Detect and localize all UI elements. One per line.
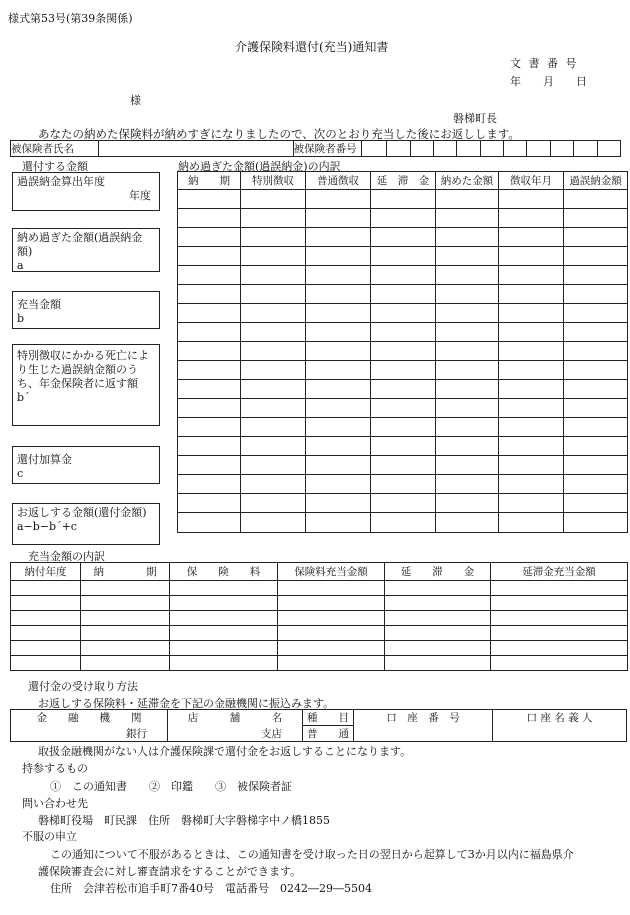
table-cell[interactable] <box>241 399 306 418</box>
table-cell[interactable] <box>178 247 241 266</box>
insured-number-digit[interactable] <box>433 141 456 157</box>
table-cell[interactable] <box>564 494 628 513</box>
table-cell[interactable] <box>306 285 371 304</box>
table-cell[interactable] <box>178 475 241 494</box>
table-row <box>178 304 628 323</box>
table-cell[interactable] <box>371 475 436 494</box>
table-cell[interactable] <box>371 380 436 399</box>
table-cell[interactable] <box>564 228 628 247</box>
table-row <box>178 323 628 342</box>
table-header-row <box>11 563 628 581</box>
table-cell[interactable] <box>241 342 306 361</box>
column-header: 納めた金額 <box>436 172 499 190</box>
table-cell[interactable] <box>11 656 81 671</box>
table-cell[interactable] <box>11 641 81 656</box>
table-row <box>178 418 628 437</box>
refund-box-interest <box>12 446 160 484</box>
insured-number-digit[interactable] <box>527 141 550 157</box>
table-cell[interactable] <box>241 228 306 247</box>
bank-header: 金 融 機 関 <box>11 710 168 726</box>
table-cell[interactable] <box>81 581 170 596</box>
table-row <box>178 475 628 494</box>
table-cell[interactable] <box>178 494 241 513</box>
table-cell[interactable] <box>499 475 564 494</box>
table-cell[interactable] <box>306 418 371 437</box>
table-cell[interactable] <box>499 209 564 228</box>
bring-items: ① この通知書 ② 印鑑 ③ 被保険者証 <box>50 780 292 793</box>
table-cell[interactable] <box>436 342 499 361</box>
table-cell[interactable] <box>241 266 306 285</box>
contact-title: 問い合わせ先 <box>22 797 88 810</box>
table-cell[interactable] <box>278 596 385 611</box>
table-cell[interactable] <box>371 399 436 418</box>
table-cell[interactable] <box>499 304 564 323</box>
account-type-header: 種 目 <box>303 710 354 726</box>
refund-box-label: 過誤納金算出年度 <box>17 175 105 188</box>
table-cell[interactable] <box>170 611 278 626</box>
insured-number-digit[interactable] <box>410 141 433 157</box>
bank-table <box>10 709 627 742</box>
table-cell[interactable] <box>278 656 385 671</box>
table-cell[interactable] <box>491 611 628 626</box>
column-header: 納 期 <box>81 563 170 581</box>
refund-box-pension-return <box>12 344 160 426</box>
table-cell[interactable] <box>11 581 81 596</box>
table-cell[interactable] <box>499 380 564 399</box>
issuer-name: 磐梯町長 <box>453 112 497 125</box>
insured-number-label: 被保険者番号 <box>293 141 361 157</box>
table-cell[interactable] <box>436 418 499 437</box>
column-header: 保険料充当金額 <box>278 563 385 581</box>
table-cell[interactable] <box>436 399 499 418</box>
table-cell[interactable] <box>564 399 628 418</box>
table-cell[interactable] <box>491 626 628 641</box>
refund-box-label: 特別徴収にかかる死亡により生じた過誤納金額のうち、年金保険者に返す額 <box>17 349 149 390</box>
table-cell[interactable] <box>491 596 628 611</box>
table-cell[interactable] <box>371 323 436 342</box>
insured-number-digit[interactable] <box>597 141 621 157</box>
no-bank-note: 取扱金融機関がない人は介護保険課で還付金をお返しすることになります。 <box>38 745 412 758</box>
column-header: 延滞金充当金額 <box>491 563 628 581</box>
form-number: 様式第53号(第39条関係) <box>8 12 133 25</box>
table-row <box>178 361 628 380</box>
table-row <box>178 494 628 513</box>
table-cell[interactable] <box>564 209 628 228</box>
table-cell[interactable] <box>499 228 564 247</box>
table-cell[interactable] <box>436 475 499 494</box>
addressee-honorific: 様 <box>130 94 141 107</box>
table-row <box>178 380 628 399</box>
insured-name-field[interactable] <box>99 141 293 157</box>
table-cell[interactable] <box>385 611 491 626</box>
insured-number-digit[interactable] <box>457 141 480 157</box>
branch-header: 店 舗 名 <box>168 710 303 726</box>
column-header: 延 滞 金 <box>371 172 436 190</box>
table-row <box>178 190 628 209</box>
table-cell[interactable] <box>436 494 499 513</box>
table-row <box>178 456 628 475</box>
table-cell[interactable] <box>178 456 241 475</box>
table-cell[interactable] <box>178 190 241 209</box>
table-cell[interactable] <box>371 342 436 361</box>
table-cell[interactable] <box>499 323 564 342</box>
table-cell[interactable] <box>564 285 628 304</box>
table-row <box>11 596 628 611</box>
table-cell[interactable] <box>241 323 306 342</box>
table-cell[interactable] <box>499 456 564 475</box>
table-cell[interactable] <box>241 513 306 533</box>
table-cell[interactable] <box>564 190 628 209</box>
table-cell[interactable] <box>564 304 628 323</box>
table-cell[interactable] <box>170 641 278 656</box>
appeal-address: 住所 会津若松市追手町7番40号 電話番号 0242―29―5504 <box>50 882 372 895</box>
table-cell[interactable] <box>241 418 306 437</box>
table-row <box>11 656 628 671</box>
table-cell[interactable] <box>241 190 306 209</box>
insured-number-digit[interactable] <box>480 141 503 157</box>
refund-box-appropriation <box>12 291 160 329</box>
table-row <box>178 399 628 418</box>
table-cell[interactable] <box>81 611 170 626</box>
table-cell[interactable] <box>178 342 241 361</box>
table-row <box>178 228 628 247</box>
table-cell[interactable] <box>499 399 564 418</box>
refund-box-label: お返しする金額(還付金額) <box>17 506 147 519</box>
date-label: 年 月 日 <box>510 75 587 88</box>
table-cell[interactable] <box>278 581 385 596</box>
account-name-header: 口 座 名 義 人 <box>493 710 627 742</box>
table-cell[interactable] <box>371 304 436 323</box>
table-cell[interactable] <box>564 247 628 266</box>
insured-info-table <box>10 140 621 157</box>
table-cell[interactable] <box>241 304 306 323</box>
table-cell[interactable] <box>491 656 628 671</box>
document-title: 介護保険料還付(充当)通知書 <box>235 40 389 54</box>
table-cell[interactable] <box>81 656 170 671</box>
table-cell[interactable] <box>11 596 81 611</box>
table-cell[interactable] <box>178 266 241 285</box>
table-cell[interactable] <box>564 418 628 437</box>
table-cell[interactable] <box>306 513 371 533</box>
table-cell[interactable] <box>564 361 628 380</box>
insured-number-digit[interactable] <box>361 141 386 157</box>
table-cell[interactable] <box>564 437 628 456</box>
table-cell[interactable] <box>499 247 564 266</box>
table-row <box>11 626 628 641</box>
document-number-label: 文 書 番 号 <box>510 57 579 70</box>
table-cell[interactable] <box>371 228 436 247</box>
table-cell[interactable] <box>178 209 241 228</box>
table-cell[interactable] <box>564 342 628 361</box>
table-row <box>11 641 628 656</box>
table-cell[interactable] <box>278 641 385 656</box>
receipt-text: お返しする保険料・延滞金を下記の金融機関に振込みます。 <box>38 697 335 710</box>
receipt-title: 還付金の受け取り方法 <box>28 680 138 693</box>
table-cell[interactable] <box>564 323 628 342</box>
table-row <box>178 513 628 533</box>
table-cell[interactable] <box>371 285 436 304</box>
refund-box-sub: b´ <box>17 391 30 404</box>
table-cell[interactable] <box>436 437 499 456</box>
table-cell[interactable] <box>170 581 278 596</box>
table-cell[interactable] <box>178 437 241 456</box>
column-header: 納付年度 <box>11 563 81 581</box>
table-cell[interactable] <box>241 494 306 513</box>
column-header: 納 期 <box>178 172 241 190</box>
refund-box-sub: c <box>17 467 24 480</box>
table-cell[interactable] <box>170 656 278 671</box>
table-header-row <box>178 172 628 190</box>
refund-box-sub: a <box>17 259 24 272</box>
appeal-line-2: 護保険審査会に対し審査請求をすることができます。 <box>38 865 302 878</box>
appropriation-title: 充当金額の内訳 <box>28 550 105 563</box>
table-cell[interactable] <box>306 361 371 380</box>
table-cell[interactable] <box>241 437 306 456</box>
table-cell[interactable] <box>241 380 306 399</box>
table-cell[interactable] <box>564 456 628 475</box>
table-cell[interactable] <box>436 361 499 380</box>
table-cell[interactable] <box>385 596 491 611</box>
table-cell[interactable] <box>306 190 371 209</box>
table-row <box>178 342 628 361</box>
table-row <box>11 581 628 596</box>
refund-box-sub: a−b−b´+c <box>17 520 77 533</box>
table-row <box>178 247 628 266</box>
appeal-line-1: この通知について不服があるときは、この通知書を受け取った日の翌日から起算して3か月以内に福島県介 <box>50 848 574 861</box>
table-cell[interactable] <box>241 247 306 266</box>
table-cell[interactable] <box>499 342 564 361</box>
table-cell[interactable] <box>499 190 564 209</box>
insured-number-digit[interactable] <box>550 141 573 157</box>
table-row <box>178 266 628 285</box>
table-cell[interactable] <box>241 475 306 494</box>
table-cell[interactable] <box>81 596 170 611</box>
table-cell[interactable] <box>241 361 306 380</box>
table-cell[interactable] <box>178 323 241 342</box>
table-cell[interactable] <box>306 247 371 266</box>
table-cell[interactable] <box>436 323 499 342</box>
table-cell[interactable] <box>306 209 371 228</box>
table-cell[interactable] <box>306 437 371 456</box>
table-cell[interactable] <box>436 247 499 266</box>
table-cell[interactable] <box>436 380 499 399</box>
account-type-value: 普 通 <box>303 726 354 742</box>
table-cell[interactable] <box>306 228 371 247</box>
table-cell[interactable] <box>385 626 491 641</box>
refund-box-overpaid <box>12 228 160 272</box>
table-cell[interactable] <box>371 266 436 285</box>
table-cell[interactable] <box>436 304 499 323</box>
table-cell[interactable] <box>499 361 564 380</box>
table-cell[interactable] <box>178 361 241 380</box>
table-row <box>178 437 628 456</box>
table-cell[interactable] <box>371 418 436 437</box>
table-cell[interactable] <box>306 342 371 361</box>
intro-text: あなたの納めた保険料が納めすぎになりましたので、次のとおり充当した後にお返しします。 <box>38 127 520 141</box>
bank-suffix: 銀行 <box>11 726 168 742</box>
branch-suffix: 支店 <box>168 726 303 742</box>
table-cell[interactable] <box>306 494 371 513</box>
refund-box-calc-year <box>12 172 160 211</box>
table-cell[interactable] <box>241 456 306 475</box>
table-cell[interactable] <box>436 228 499 247</box>
table-cell[interactable] <box>278 626 385 641</box>
insured-name-label: 被保険者氏名 <box>11 141 99 157</box>
table-cell[interactable] <box>499 494 564 513</box>
table-row <box>178 209 628 228</box>
table-cell[interactable] <box>499 285 564 304</box>
table-cell[interactable] <box>306 456 371 475</box>
table-cell[interactable] <box>306 266 371 285</box>
table-cell[interactable] <box>491 581 628 596</box>
table-cell[interactable] <box>564 266 628 285</box>
table-cell[interactable] <box>436 190 499 209</box>
table-cell[interactable] <box>178 418 241 437</box>
table-cell[interactable] <box>385 641 491 656</box>
table-cell[interactable] <box>436 513 499 533</box>
table-cell[interactable] <box>436 285 499 304</box>
overpay-section-title: 納め過ぎた金額(過誤納金)の内訳 <box>178 160 341 173</box>
table-cell[interactable] <box>306 475 371 494</box>
table-cell[interactable] <box>81 641 170 656</box>
table-cell[interactable] <box>385 581 491 596</box>
table-cell[interactable] <box>371 361 436 380</box>
column-header: 普通徴収 <box>306 172 371 190</box>
table-cell[interactable] <box>436 209 499 228</box>
table-cell[interactable] <box>306 323 371 342</box>
column-header: 徴収年月 <box>499 172 564 190</box>
table-row <box>11 611 628 626</box>
table-cell[interactable] <box>499 437 564 456</box>
refund-section-title: 還付する金額 <box>22 160 88 173</box>
table-cell[interactable] <box>306 399 371 418</box>
table-cell[interactable] <box>241 209 306 228</box>
refund-box-label: 納め過ぎた金額(過誤納金額) <box>17 231 143 258</box>
table-cell[interactable] <box>564 380 628 399</box>
table-cell[interactable] <box>371 190 436 209</box>
table-cell[interactable] <box>306 380 371 399</box>
table-cell[interactable] <box>499 418 564 437</box>
table-cell[interactable] <box>436 266 499 285</box>
table-cell[interactable] <box>241 285 306 304</box>
table-cell[interactable] <box>371 209 436 228</box>
table-cell[interactable] <box>178 399 241 418</box>
table-cell[interactable] <box>491 641 628 656</box>
column-header: 過誤納金額 <box>564 172 628 190</box>
refund-box-sub: 年度 <box>129 189 151 202</box>
table-cell[interactable] <box>371 247 436 266</box>
appropriation-table <box>10 562 628 671</box>
table-cell[interactable] <box>170 596 278 611</box>
refund-box-label: 充当金額 <box>17 298 61 311</box>
insured-number-digit[interactable] <box>574 141 597 157</box>
table-cell[interactable] <box>178 228 241 247</box>
table-cell[interactable] <box>499 513 564 533</box>
table-cell[interactable] <box>178 380 241 399</box>
overpay-breakdown-table <box>177 171 628 533</box>
table-cell[interactable] <box>385 656 491 671</box>
table-cell[interactable] <box>371 437 436 456</box>
table-cell[interactable] <box>11 626 81 641</box>
refund-box-total <box>12 503 160 545</box>
table-cell[interactable] <box>306 304 371 323</box>
table-cell[interactable] <box>170 626 278 641</box>
insured-number-digit[interactable] <box>504 141 527 157</box>
account-number-header: 口 座 番 号 <box>354 710 493 742</box>
table-cell[interactable] <box>178 285 241 304</box>
table-cell[interactable] <box>564 513 628 533</box>
table-row <box>178 285 628 304</box>
table-cell[interactable] <box>564 475 628 494</box>
table-cell[interactable] <box>11 611 81 626</box>
table-cell[interactable] <box>278 611 385 626</box>
bring-title: 持参するもの <box>22 762 88 775</box>
table-cell[interactable] <box>371 456 436 475</box>
table-cell[interactable] <box>371 513 436 533</box>
table-cell[interactable] <box>178 513 241 533</box>
table-cell[interactable] <box>178 304 241 323</box>
column-header: 延 滞 金 <box>385 563 491 581</box>
table-cell[interactable] <box>499 266 564 285</box>
column-header: 特別徴収 <box>241 172 306 190</box>
column-header: 保 険 料 <box>170 563 278 581</box>
table-cell[interactable] <box>371 494 436 513</box>
insured-number-digit[interactable] <box>387 141 410 157</box>
appeal-title: 不服の申立 <box>22 830 77 843</box>
table-cell[interactable] <box>436 456 499 475</box>
refund-box-sub: b <box>17 312 25 325</box>
contact-text: 磐梯町役場 町民課 住所 磐梯町大字磐梯字中ノ橋1855 <box>38 814 330 827</box>
table-cell[interactable] <box>81 626 170 641</box>
refund-box-label: 還付加算金 <box>17 453 72 466</box>
